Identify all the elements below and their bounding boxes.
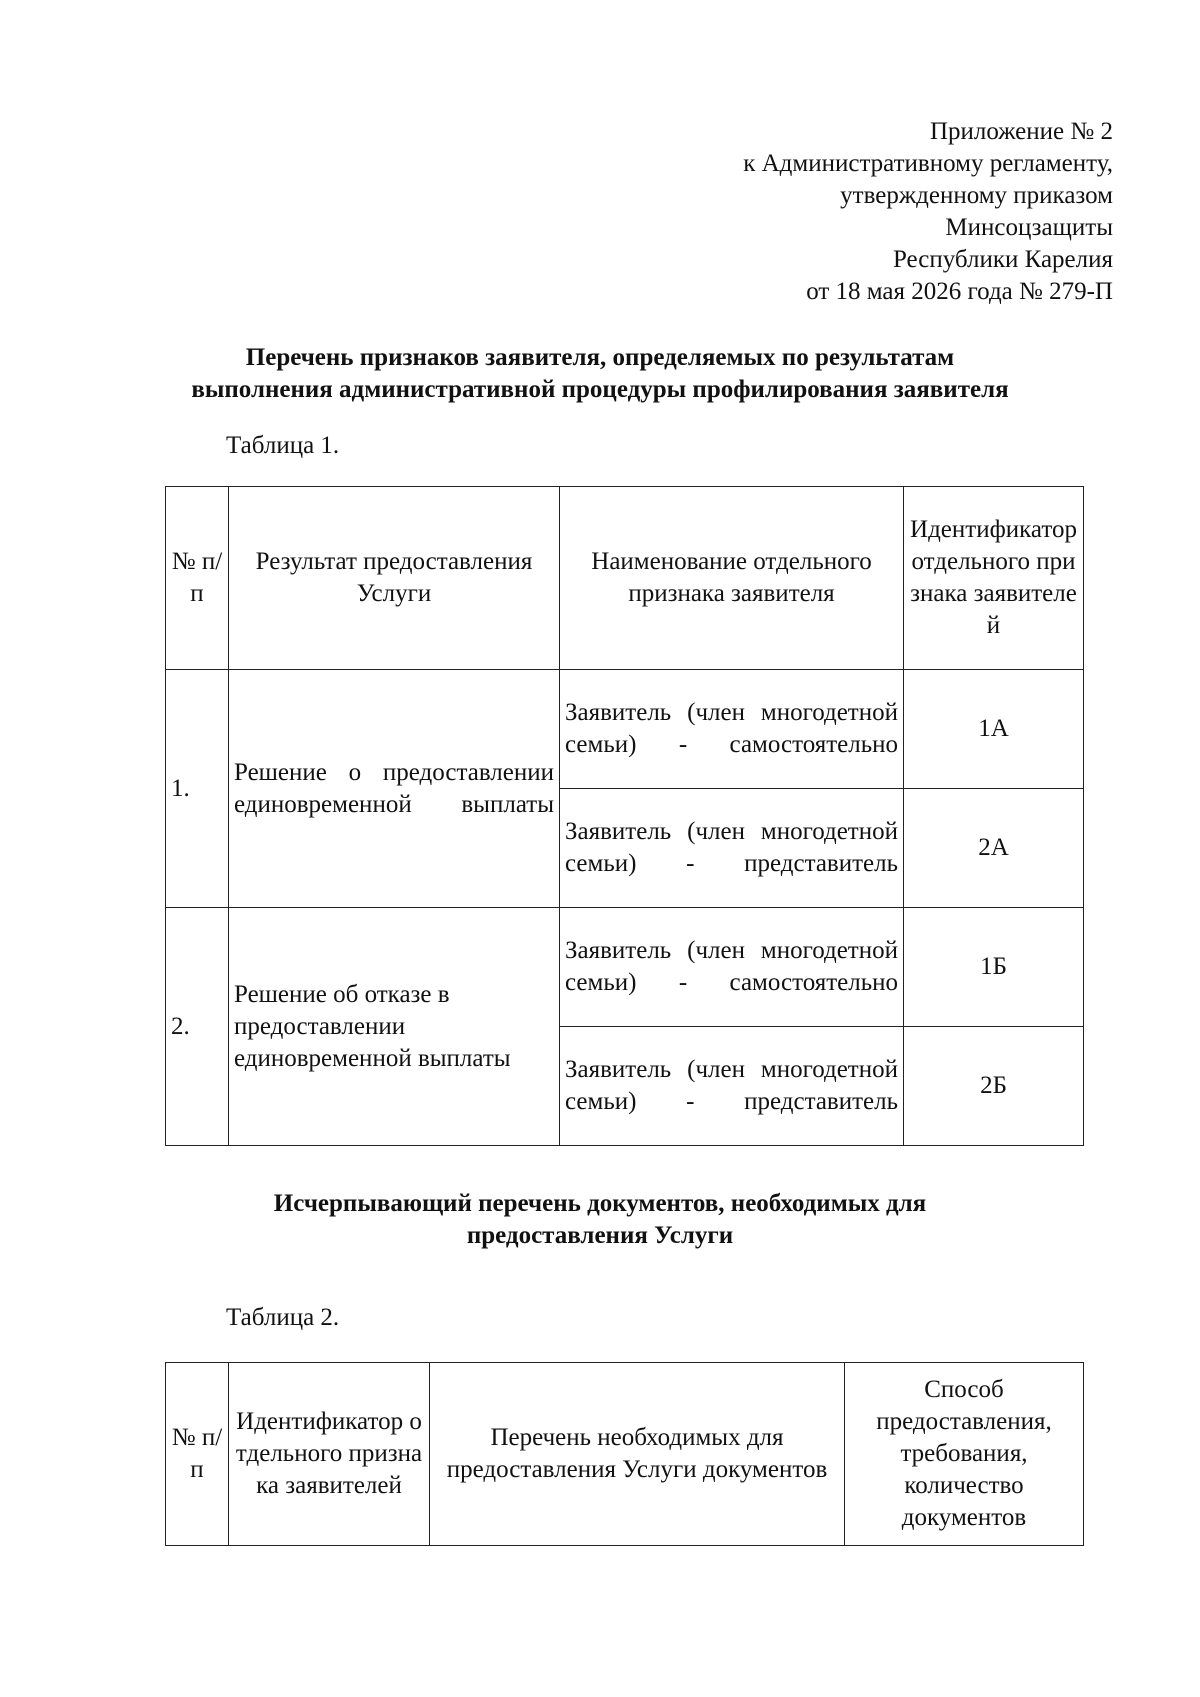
table2 [165, 1362, 1084, 1546]
row-number: 2. [166, 908, 229, 1146]
row-feature: Заявитель (член многодетной семьи) - представитель [560, 1027, 904, 1146]
table2-header-num: № п/п [166, 1363, 229, 1546]
row-feature: Заявитель (член многодетной семьи) - самостоятельно [560, 908, 904, 1027]
row-result: Решение о предоставлении единовременной выплаты [229, 670, 560, 908]
table1-header-result: Результат предоставления Услуги [229, 487, 560, 670]
appendix-line: Приложение № 2 [929, 118, 1113, 145]
table2-header-identifier: Идентификатор отдельного признака заявителей [229, 1363, 430, 1546]
row-identifier: 1Б [904, 908, 1084, 1027]
section1-title-line2: выполнения административной процедуры профилирования заявителя [191, 376, 1009, 403]
table1-caption: Таблица 1. [226, 432, 340, 459]
appendix-header [743, 116, 1113, 308]
row-identifier: 2Б [904, 1027, 1084, 1146]
table2-header-row [166, 1363, 1084, 1546]
table2-header-documents: Перечень необходимых для предоставления Услуги документов [430, 1363, 845, 1546]
table1-header-identifier: Идентификатор отдельного признака заявителей [904, 487, 1084, 670]
table1-header-num: № п/п [166, 487, 229, 670]
appendix-line: от 18 мая 2026 года № 279-П [806, 278, 1113, 305]
row-identifier: 2А [904, 789, 1084, 908]
appendix-line: к Административному регламенту, [743, 150, 1113, 177]
section2-title-line2: предоставления Услуги [466, 1222, 734, 1249]
appendix-line: Республики Карелия [892, 246, 1113, 273]
table2-caption: Таблица 2. [226, 1304, 340, 1331]
row-result: Решение об отказе в предоставлении единовременной выплаты [229, 908, 560, 1146]
section2-title-line1: Исчерпывающий перечень документов, необходимых для [273, 1190, 927, 1217]
section1-title-line1: Перечень признаков заявителя, определяемых по результатам [245, 344, 955, 371]
table2-header-method: Способ предоставления, требования, количество документов [845, 1363, 1084, 1546]
row-feature: Заявитель (член многодетной семьи) - самостоятельно [560, 670, 904, 789]
row-number: 1. [166, 670, 229, 908]
table1-header-row [166, 487, 1084, 670]
table-row [166, 670, 1084, 789]
appendix-line: утвержденному приказом [840, 182, 1113, 209]
appendix-line: Минсоцзащиты [945, 214, 1113, 241]
table-row [166, 908, 1084, 1027]
table1-header-feature: Наименование отдельного признака заявителя [560, 487, 904, 670]
table1 [165, 486, 1084, 1146]
row-feature: Заявитель (член многодетной семьи) - представитель [560, 789, 904, 908]
row-identifier: 1А [904, 670, 1084, 789]
